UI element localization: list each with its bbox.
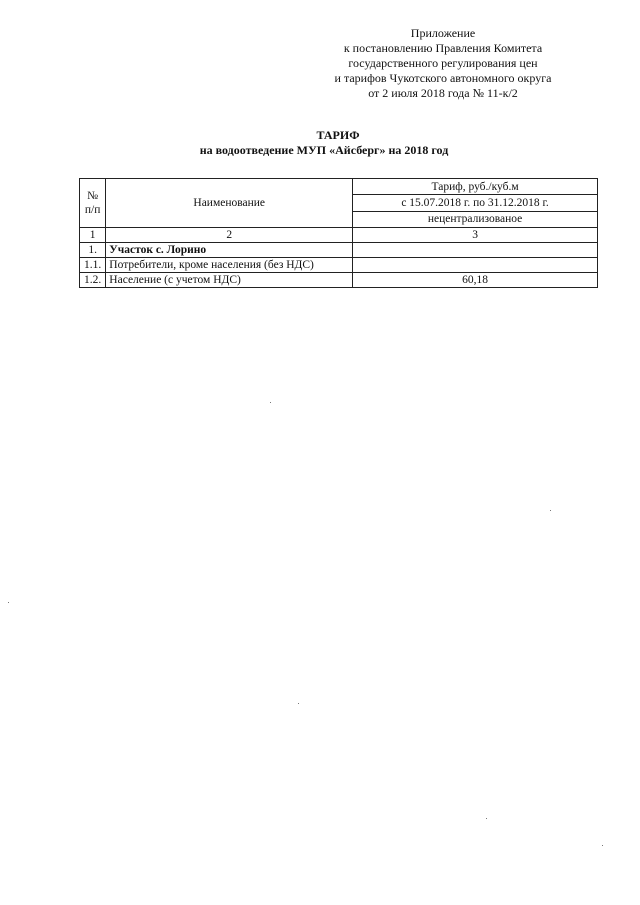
header-row bbox=[80, 179, 598, 195]
column-number-3: 3 bbox=[353, 228, 598, 243]
row-name: Участок с. Лорино bbox=[106, 243, 353, 258]
column-number-2: 2 bbox=[106, 228, 353, 243]
row-num: 1. bbox=[80, 243, 106, 258]
scan-speck bbox=[602, 845, 603, 846]
table-row bbox=[80, 273, 598, 288]
title-main: ТАРИФ bbox=[316, 128, 360, 142]
row-num: 1.1. bbox=[80, 258, 106, 273]
table-row bbox=[80, 243, 598, 258]
column-number-row bbox=[80, 228, 598, 243]
row-value: 60,18 bbox=[353, 273, 598, 288]
document-title bbox=[0, 128, 640, 158]
header-num-cell bbox=[80, 179, 106, 228]
scan-speck bbox=[270, 402, 271, 403]
scan-speck bbox=[486, 818, 487, 819]
row-num: 1.2. bbox=[80, 273, 106, 288]
header-num-label: п/п bbox=[84, 204, 101, 216]
appendix-line-1: Приложение bbox=[410, 26, 476, 40]
appendix-line-2: к постановлению Правления Комитета bbox=[343, 41, 543, 55]
row-name: Население (с учетом НДС) bbox=[106, 273, 353, 288]
appendix-line-5: от 2 июля 2018 года № 11-к/2 bbox=[368, 86, 518, 100]
row-name: Потребители, кроме населения (без НДС) bbox=[106, 258, 353, 273]
table-row bbox=[80, 258, 598, 273]
header-type-cell: нецентрализованое bbox=[353, 211, 598, 227]
appendix-line-3: государственного регулирования цен bbox=[348, 56, 538, 70]
appendix-line-4: и тарифов Чукотского автономного округа bbox=[334, 71, 552, 85]
header-period-cell: с 15.07.2018 г. по 31.12.2018 г. bbox=[353, 195, 598, 211]
title-sub: на водоотведение МУП «Айсберг» на 2018 год bbox=[199, 143, 449, 157]
tariff-table bbox=[79, 178, 598, 288]
appendix-block bbox=[298, 26, 588, 101]
header-num-symbol: № bbox=[87, 190, 99, 202]
header-name-cell: Наименование bbox=[106, 179, 353, 228]
scan-speck bbox=[298, 703, 299, 704]
column-number-1: 1 bbox=[80, 228, 106, 243]
scan-speck bbox=[550, 510, 551, 511]
header-tariff-cell: Тариф, руб./куб.м bbox=[353, 179, 598, 195]
row-value bbox=[353, 258, 598, 273]
scan-speck bbox=[8, 602, 9, 603]
row-value bbox=[353, 243, 598, 258]
